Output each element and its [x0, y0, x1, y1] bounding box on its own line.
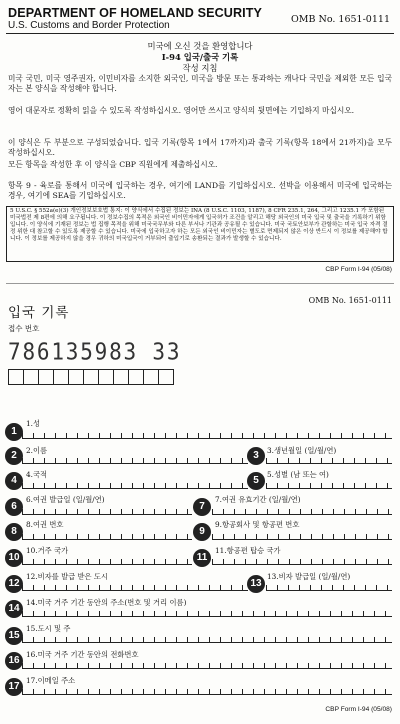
field-5-label: 5.성별 (남 또는 여)	[267, 470, 329, 479]
admission-number-label: 접수 번호	[8, 324, 40, 333]
field-4-input[interactable]	[22, 479, 248, 489]
field-11-label: 11.항공편 탑승 국가	[215, 546, 281, 555]
privacy-notice-box: 5 U.S.C. § 552a(e)(3) 개인정보보호법 통지: 이 양식에서 수집된 정보는 INA (8 U.S.C. 1103, 1187), 8 CFR 235.1, 264, 그리고 1235.1 가 포함된 미국법전 제 8편에 의해 요구됩니다. 이 정보수집의 목적은 외국인 비이민자에게 입국허가 조건을 알리고 해당 외국인의 미국 입국 및 출국을 기록하기 위함입니다. 이 양식에 기재된 정보는 법 집행 목적을 위해 미국국무부와 다른 부서나 기관과 공유될 수 있습니다. 미국 국토안보부가 관할하는 미국 입국 자격 결정 위한 대 참고할 수 있도록 제공할 수 있습니다. 미국에 입국하고자 하는 모든 외국인 비이민자는 별도로 면제되지 않은 이상 반드시 이 정보를 제공해야 합니다. 이 정보를 제공하지 않을 경우 귀하의 미국입국이 거부되어 출입기로 송환되는 결과가 발생할 수 있습니다.	[6, 206, 394, 262]
field-10-number-badge: 10	[5, 549, 23, 567]
field-12-label: 12.비자를 발급 받은 도시	[26, 572, 109, 581]
field-8-number-badge: 8	[5, 523, 23, 541]
field-13-number-badge: 13	[247, 575, 265, 593]
field-12-input[interactable]	[22, 581, 248, 591]
field-9-input[interactable]	[212, 530, 392, 540]
welcome-text: 미국에 오신 것을 환영합니다	[147, 41, 253, 51]
field-13-input[interactable]	[266, 581, 392, 591]
field-7-number-badge: 7	[193, 498, 211, 516]
field-15-number-badge: 15	[5, 627, 23, 645]
field-7-label: 7.여권 유효기간 (일/월/연)	[215, 495, 301, 504]
field-16-input[interactable]	[22, 659, 392, 669]
field-7-input[interactable]	[212, 505, 392, 515]
field-10-input[interactable]	[22, 555, 192, 565]
field-1-number-badge: 1	[5, 423, 23, 441]
field-2-input[interactable]	[22, 454, 248, 464]
field-17-label: 17.이메일 주소	[26, 676, 76, 685]
field-6-label: 6.여권 발급일 (일/월/연)	[26, 495, 105, 504]
instruction-paragraph: 항목 9 - 육로를 통해서 미국에 입국하는 경우, 여기에 LAND를 기입하십시오. 선박을 이용해서 미국에 입국하는 경우, 여기에 SEA를 기입하십시오.	[8, 181, 392, 201]
field-9-label: 9.항공회사 및 항공편 번호	[215, 520, 300, 529]
field-13-label: 13.비자 발급일 (일/월/연)	[267, 572, 351, 581]
form-title: I-94 입국/출국 기록	[161, 52, 239, 62]
field-15-label: 15.도시 및 주	[26, 624, 71, 633]
form-footer: CBP Form I-94 (05/08)	[325, 266, 392, 273]
omb-number: OMB No. 1651-0111	[308, 296, 392, 305]
field-3-label: 3.생년월일 (일/월/연)	[267, 446, 337, 455]
field-5-number-badge: 5	[247, 472, 265, 490]
admission-number: 786135983 33	[8, 339, 182, 365]
field-11-input[interactable]	[212, 555, 392, 565]
field-8-input[interactable]	[22, 530, 192, 540]
entry-record-title: 입국 기록	[8, 305, 70, 321]
field-3-number-badge: 3	[247, 447, 265, 465]
admission-number-boxes[interactable]	[8, 369, 173, 385]
field-14-number-badge: 14	[5, 600, 23, 618]
header-divider	[6, 33, 394, 34]
instruction-paragraph: 영어 대문자로 정확히 읽을 수 있도록 작성하십시오. 영어만 쓰시고 양식의 뒷면에는 기입하지 마십시오.	[8, 106, 355, 115]
instruction-paragraph: 모든 항목을 작성한 후 이 양식을 CBP 직원에게 제출하십시오.	[8, 160, 218, 169]
field-6-number-badge: 6	[5, 498, 23, 516]
form-footer: CBP Form I-94 (05/08)	[325, 706, 392, 713]
field-4-number-badge: 4	[5, 472, 23, 490]
instruction-paragraph: 미국 국민, 미국 영주권자, 이민비자를 소지한 외국인, 미국을 방문 또는 통과하는 캐나다 국민을 제외한 모든 입국자는 본 양식을 작성해야 합니다.	[8, 74, 392, 94]
field-1-input[interactable]	[22, 429, 392, 439]
field-6-input[interactable]	[22, 505, 192, 515]
field-17-number-badge: 17	[5, 678, 23, 696]
field-14-label: 14.미국 거주 기간 동안의 주소(번호 및 거리 이름)	[26, 598, 187, 607]
instruction-paragraph: 이 양식은 두 부분으로 구성되었습니다. 입국 기록(항목 1에서 17까지)과 출국 기록(항목 18에서 21까지)을 모두 작성하십시오.	[8, 138, 392, 158]
field-14-input[interactable]	[22, 607, 392, 617]
field-9-number-badge: 9	[193, 523, 211, 541]
field-11-number-badge: 11	[193, 549, 211, 567]
field-4-label: 4.국적	[26, 470, 48, 479]
field-12-number-badge: 12	[5, 575, 23, 593]
field-8-label: 8.여권 번호	[26, 520, 64, 529]
field-17-input[interactable]	[22, 685, 392, 695]
field-16-label: 16.미국 거주 기간 동안의 전화번호	[26, 650, 139, 659]
field-1-label: 1.성	[26, 419, 41, 428]
field-2-label: 2.이름	[26, 446, 48, 455]
field-10-label: 10.거주 국가	[26, 546, 69, 555]
field-16-number-badge: 16	[5, 652, 23, 670]
omb-number: OMB No. 1651-0111	[291, 14, 390, 25]
instructions-heading: 작성 지침	[182, 63, 218, 73]
field-15-input[interactable]	[22, 633, 392, 643]
field-5-input[interactable]	[266, 479, 392, 489]
sub-agency-name: U.S. Customs and Border Protection	[8, 20, 170, 31]
tear-line	[6, 283, 394, 284]
field-2-number-badge: 2	[5, 447, 23, 465]
agency-name: DEPARTMENT OF HOMELAND SECURITY	[8, 6, 263, 20]
